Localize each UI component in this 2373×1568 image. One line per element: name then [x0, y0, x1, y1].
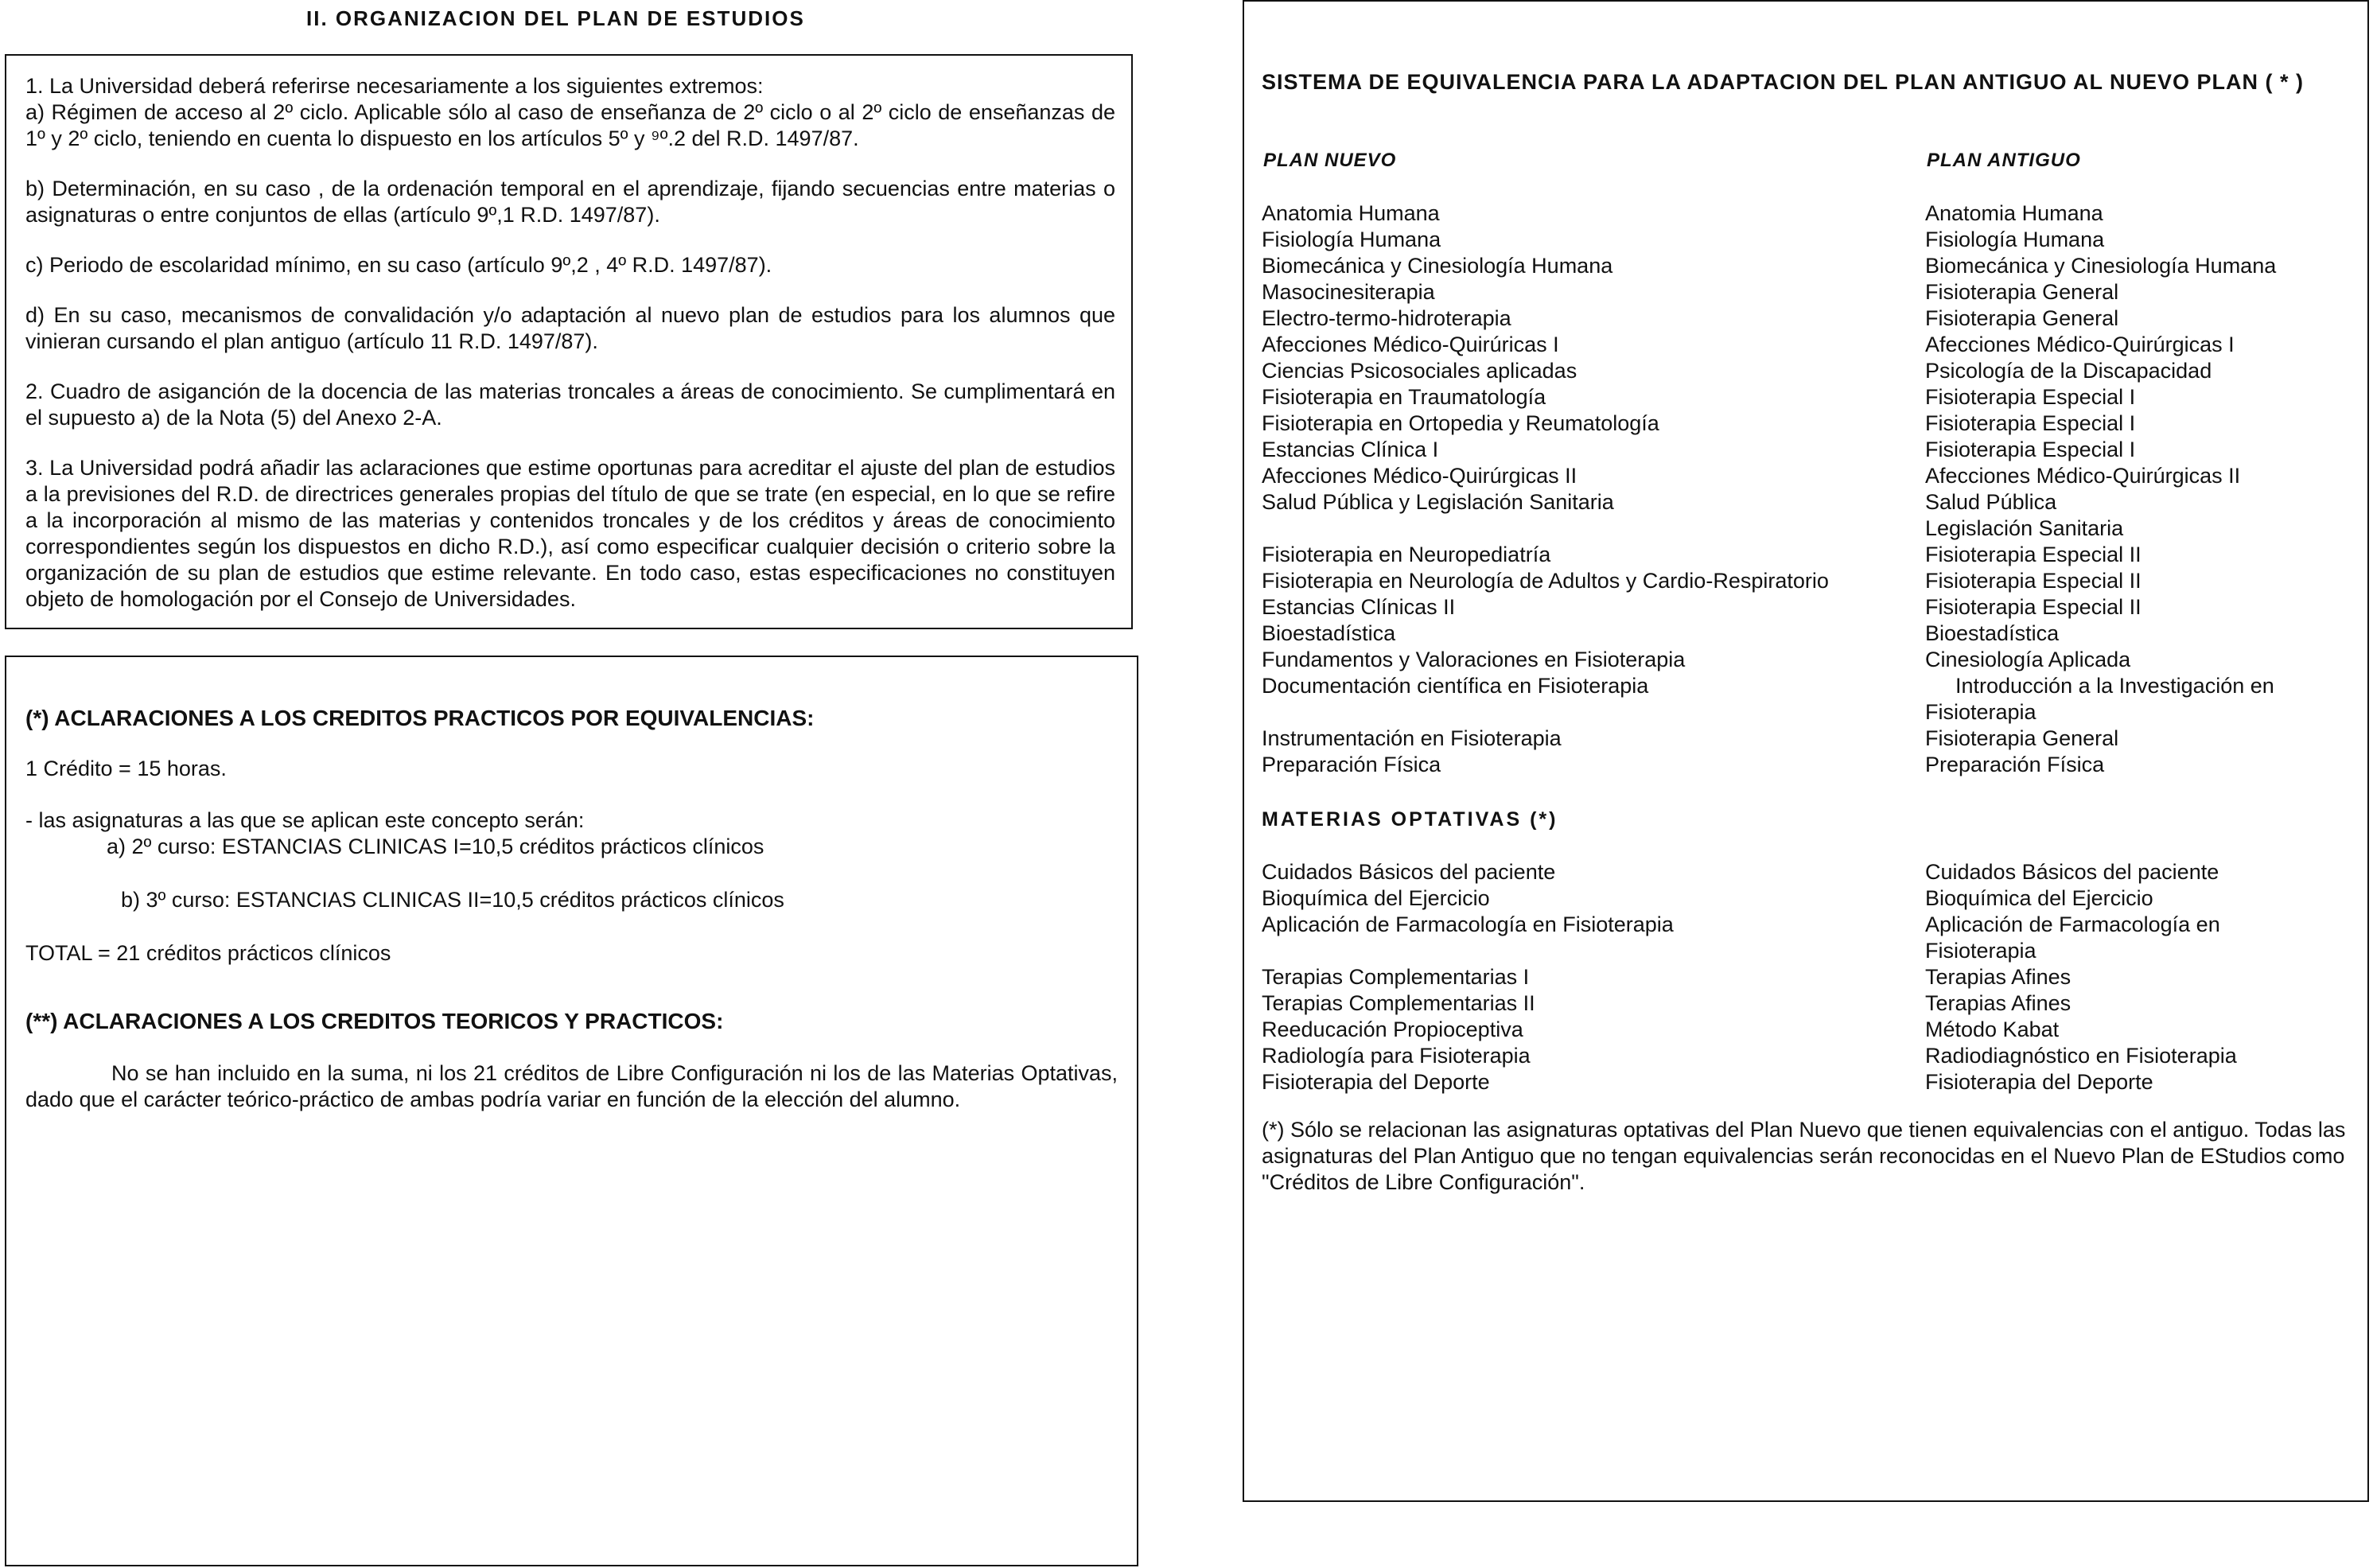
new-subject: Ciencias Psicosociales aplicadas [1262, 359, 1577, 383]
instr-item-2: 2. Cuadro de asiganción de la docencia de las materias troncales a áreas de conocimiento. Se cumplimentará en el supuesto a) de la Nota (5) del Anexo 2-A. [25, 379, 1115, 430]
clarif-heading-practical: (*) ACLARACIONES A LOS CREDITOS PRACTICOS POR EQUIVALENCIAS: [25, 706, 815, 730]
new-subject: Fisioterapia en Traumatología [1262, 385, 1546, 409]
old-subject: Fisioterapia Especial II [1925, 543, 2142, 566]
old-subject: Anatomia Humana [1925, 201, 2103, 225]
instr-item-3: 3. La Universidad podrá añadir las aclaraciones que estime oportunas para acreditar el ajuste del plan de estudios a la previsiones del R.D. de directrices generales propias del título de que se trate (en especial, en lo que se refire a la incorporación al mismo de las materias y contenidos troncales y de los créditos y áreas de conocimiento correspondientes según los dispuestos en dicho R.D.), así como especificar cualquier decisión o criterio sobre la organización de su plan de estudios que estime relevante. En todo caso, estas especificaciones no constituyen objeto de homologación por el Consejo de Universidades. [25, 456, 1115, 611]
old-subject: Fisioterapia Especial II [1925, 569, 2142, 593]
old-subject: Biomecánica y Cinesiología Humana [1925, 254, 2277, 278]
new-subject: Electro-termo-hidroterapia [1262, 306, 1511, 330]
new-subject: Bioestadística [1262, 621, 1396, 645]
new-subject: Instrumentación en Fisioterapia [1262, 726, 1562, 750]
new-subject: Salud Pública y Legislación Sanitaria [1262, 490, 1614, 514]
opt-old-subject: Aplicación de Farmacología en Fisioterapia [1925, 912, 2220, 963]
instr-item-d: d) En su caso, mecanismos de convalidación y/o adaptación al nuevo plan de estudios para los alumnos que vinieran cursando el plan antiguo (artículo 11 R.D. 1497/87). [25, 303, 1115, 353]
line-third-course: b) 3º curso: ESTANCIAS CLINICAS II=10,5 créditos prácticos clínicos [121, 888, 784, 912]
old-subject: Fisioterapia General [1925, 726, 2119, 750]
clarif-note: No se han incluido en la suma, ni los 21 créditos de Libre Configuración ni los de las Materias Optativas, dado que el carácter teórico-práctico de ambas podría variar en función de la elección del alumno. [25, 1061, 1118, 1111]
old-subject: Fisioterapia Especial I [1925, 411, 2136, 435]
col-header-old: PLAN ANTIGUO [1927, 150, 2081, 171]
new-subject: Afecciones Médico-Quirúricas I [1262, 333, 1559, 356]
new-subject: Fisioterapia en Ortopedia y Reumatología [1262, 411, 1659, 435]
new-subject: Biomecánica y Cinesiología Humana [1262, 254, 1613, 278]
opt-old-subject: Cuidados Básicos del paciente [1925, 860, 2219, 884]
old-subject: Fisioterapia General [1925, 306, 2119, 330]
old-subject: Salud Pública [1925, 490, 2057, 514]
clarifications-box [5, 656, 1138, 1566]
line-second-course: a) 2º curso: ESTANCIAS CLINICAS I=10,5 créditos prácticos clínicos [107, 835, 764, 858]
opt-old-subject: Terapias Afines [1925, 991, 2072, 1015]
opt-new-subject: Terapias Complementarias II [1262, 991, 1535, 1015]
instructions-box [5, 54, 1133, 629]
old-subject: Fisioterapia Especial I [1925, 385, 2136, 409]
opt-new-subject: Terapias Complementarias I [1262, 965, 1530, 989]
opt-new-subject: Radiología para Fisioterapia [1262, 1044, 1531, 1068]
equivalence-box [1243, 0, 2369, 1502]
plan-new-list [1262, 200, 1914, 778]
old-subject: Fisioterapia Especial II [1925, 595, 2142, 619]
old-subject: Afecciones Médico-Quirúrgicas II [1925, 464, 2241, 488]
new-subject-empty [1262, 516, 1914, 542]
old-subject: Psicología de la Discapacidad [1925, 359, 2212, 383]
new-subject: Fundamentos y Valoraciones en Fisioterapia [1262, 648, 1686, 671]
old-subject: Afecciones Médico-Quirúrgicas I [1925, 333, 2235, 356]
old-subject: Legislación Sanitaria [1925, 516, 2124, 540]
opt-old-subject: Bioquímica del Ejercicio [1925, 886, 2153, 910]
instr-item-b: b) Determinación, en su caso , de la ordenación temporal en el aprendizaje, fijando secuencias entre materias o asignaturas o entre conjuntos de ellas (artículo 9º,1 R.D. 1497/87). [25, 177, 1115, 227]
new-subject: Anatomia Humana [1262, 201, 1440, 225]
old-subject: Fisioterapia General [1925, 280, 2119, 304]
opt-old-subject: Fisioterapia del Deporte [1925, 1070, 2153, 1094]
instr-item-a: a) Régimen de acceso al 2º ciclo. Aplicable sólo al caso de enseñanza de 2º ciclo o al 2º ciclo de enseñanzas de 1º y 2º ciclo, teniendo en cuenta lo dispuesto en los artículos 5º y ⁹º.2 del R.D. 1497/87. [25, 100, 1115, 150]
opt-new-subject: Reeducación Propioceptiva [1262, 1017, 1523, 1041]
new-subject: Fisioterapia en Neurología de Adultos y Cardio-Respiratorio [1262, 569, 1829, 593]
new-subject: Preparación Física [1262, 753, 1441, 776]
new-subject: Afecciones Médico-Quirúrgicas II [1262, 464, 1577, 488]
instr-item-c: c) Periodo de escolaridad mínimo, en su caso (artículo 9º,2 , 4º R.D. 1497/87). [25, 253, 772, 277]
old-subject: Fisiología Humana [1925, 228, 2105, 251]
opt-new-subject: Bioquímica del Ejercicio [1262, 886, 1490, 910]
optativas-new-list [1262, 859, 1914, 1095]
optativas-old-list [1925, 859, 2355, 1095]
new-subject: Estancias Clínica I [1262, 438, 1439, 461]
opt-old-subject: Radiodiagnóstico en Fisioterapia [1925, 1044, 2237, 1068]
old-subject: Introducción a la Investigación en Fisioterapia [1925, 674, 2274, 724]
optativas-title: MATERIAS OPTATIVAS (*) [1262, 808, 1558, 831]
new-subject: Documentación científica en Fisioterapia [1262, 674, 1649, 698]
equivalence-footnote: (*) Sólo se relacionan las asignaturas optativas del Plan Nuevo que tienen equivalencias con el antiguo. Todas las asignaturas del Plan Antiguo que no tengan equivalencias serán reconocidas en el Nuevo Plan de EStudios como "Créditos de Libre Configuración". [1262, 1118, 2346, 1194]
opt-new-subject: Aplicación de Farmacología en Fisioterapia [1262, 912, 1674, 936]
total-credits: TOTAL = 21 créditos prácticos clínicos [25, 941, 391, 965]
old-subject: Cinesiología Aplicada [1925, 648, 2131, 671]
old-subject: Preparación Física [1925, 753, 2105, 776]
subjects-intro: - las asignaturas a las que se aplican este concepto serán: [25, 808, 585, 832]
old-subject: Fisioterapia Especial I [1925, 438, 2136, 461]
plan-old-list [1925, 200, 2355, 778]
new-subject: Fisiología Humana [1262, 228, 1441, 251]
credit-hours: 1 Crédito = 15 horas. [25, 757, 227, 780]
section-title: II. ORGANIZACION DEL PLAN DE ESTUDIOS [306, 6, 805, 30]
col-header-new: PLAN NUEVO [1263, 150, 1397, 171]
clarif-heading-theory: (**) ACLARACIONES A LOS CREDITOS TEORICOS Y PRACTICOS: [25, 1009, 724, 1033]
old-subject: Bioestadística [1925, 621, 2060, 645]
equivalence-title: SISTEMA DE EQUIVALENCIA PARA LA ADAPTACION DEL PLAN ANTIGUO AL NUEVO PLAN ( * ) [1262, 70, 2305, 94]
opt-old-subject: Terapias Afines [1925, 965, 2072, 989]
opt-new-subject: Cuidados Básicos del paciente [1262, 860, 1556, 884]
opt-new-subject: Fisioterapia del Deporte [1262, 1070, 1490, 1094]
new-subject: Estancias Clínicas II [1262, 595, 1456, 619]
instr-item-1: 1. La Universidad deberá referirse necesariamente a los siguientes extremos: [25, 74, 764, 98]
new-subject: Masocinesiterapia [1262, 280, 1435, 304]
new-subject: Fisioterapia en Neuropediatría [1262, 543, 1551, 566]
opt-old-subject: Método Kabat [1925, 1017, 2060, 1041]
